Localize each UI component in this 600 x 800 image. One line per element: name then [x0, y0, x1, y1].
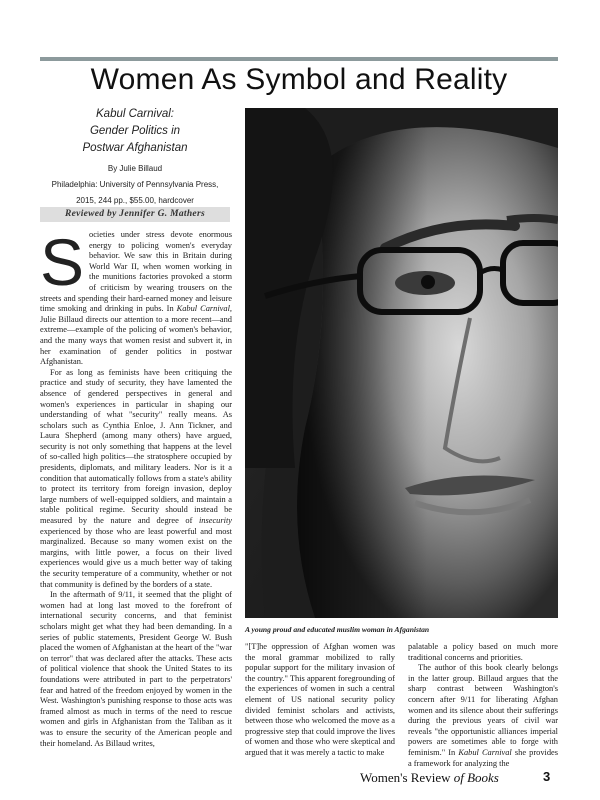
body-paragraph: The author of this book clearly belongs in the latter group. Billaud argues that the sharp contrast between Washington's concern after 9/11 for liberating Afghan women and its silence about their sufferings during the previous years of civil war reveals "the opportunistic alliances imperial powers are sometimes able to forge with feminism." In Kabul Carnival she provides a framework for analyzing the	[408, 663, 558, 768]
book-author: By Julie Billaud	[107, 164, 163, 173]
book-title-line: Kabul Carnival:	[96, 108, 174, 120]
page-number: 3	[543, 769, 551, 784]
publication-title: Women's Review of Books	[360, 770, 499, 785]
body-paragraph: Societies under stress devote enormous energy to policing women's everyday behavior. We saw this in Britain during World War II, when women working in the munitions factories provoked a storm of criticism by wearing trousers on the streets and spending their hard-earned money and leisure time smoking and drinking in pubs. In Kabul Carnival, Julie Billaud directs our attention to a more recent—and extreme—example of the policing of women's behavior, and the many ways that women resist and subvert it, in her examination of gender politics in postwar Afghanistan.	[40, 230, 232, 367]
book-title-line: Postwar Afghanistan	[82, 142, 188, 154]
body-column-2	[245, 642, 395, 768]
photo-caption: A young proud and educated muslim woman in Afganistan	[245, 625, 430, 634]
body-column-3	[408, 642, 558, 768]
book-title-line: Gender Politics in	[89, 125, 181, 137]
body-paragraph: palatable a policy based on much more traditional concerns and priorities.	[408, 642, 558, 662]
book-info	[40, 106, 230, 209]
book-details: 2015, 244 pp., $55.00, hardcover	[76, 196, 194, 205]
portrait-photo	[245, 108, 558, 618]
book-publisher: Philadelphia: University of Pennsylvania Press,	[51, 180, 219, 189]
drop-cap: S	[40, 230, 85, 299]
article-photo	[245, 108, 558, 618]
body-paragraph: For as long as feminists have been critiquing the practice and study of security, they have lamented the absence of gendered perspectives in general and women's experiences in particular in shaping our understanding of what "security" really means. As scholars such as Cynthia Enloe, J. Ann Tickner, and Laura Shepherd (among many others) have argued, security is not only something that happens at the level of so-called high politics—the stratosphere occupied by presidents, diplomats, and military leaders. Nor is it a condition that automatically follows from a state's ability to protect its territory from foreign invasion, deploy large numbers of well-equipped soldiers, and maintain a stable political regime. Security should instead be measured by the nature and degree of insecurity experienced by those who are least powerful and most marginalized. Because so many women exist on the margins, with little power, a focus on their lived experiences would give us a much better way of taking the security temperature of a community, whether or not that community is defined by the borders of a state.	[40, 367, 232, 589]
book-meta	[40, 161, 230, 209]
body-paragraph: "[T]he oppression of Afghan women was the moral grammar mobilized to rally popular support for the military invasion of the country." This apparent foregrounding of the experiences of women in such a central element of US national security policy divided feminist scholars and activists, between those who welcomed the move as a progressive step that could improve the lives of women and those who were skeptical and argued that it was merely a tactic to make	[245, 642, 395, 757]
book-title	[40, 106, 230, 157]
article-headline: Women As Symbol and Reality	[90, 63, 508, 96]
body-paragraph: In the aftermath of 9/11, it seemed that the plight of women had at long last moved to the forefront of international security concerns, and that feminist scholars might get what they had been demanding. In a series of public statements, President George W. Bush placed the women of Afghanistan at the heart of the "war on terror" that was declared after the attacks. These acts of political violence that shook the United States to its foundations were attributed in part to the perpetrators' fear and hatred of the freedom enjoyed by women in the West. Washington's punishing response to those acts was framed almost as much in terms of the need to rescue women and girls in Afghanistan from the Taliban as it was to ensure the security of the American people and their homeland. As Billaud writes,	[40, 590, 232, 748]
reviewer-byline: Reviewed by Jennifer G. Mathers	[40, 207, 230, 222]
body-column-1	[40, 230, 232, 768]
